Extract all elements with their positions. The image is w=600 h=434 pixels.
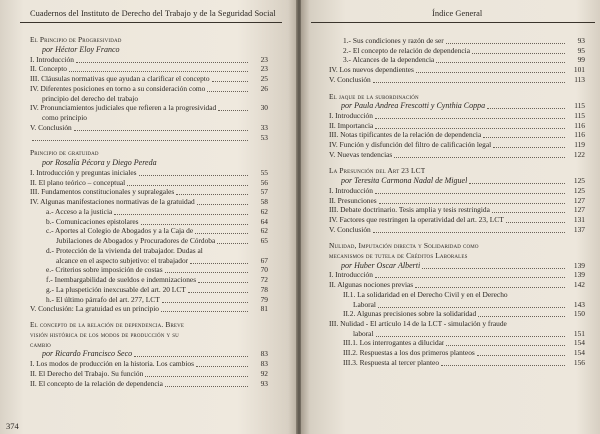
page-number: 374 (6, 421, 19, 431)
dot-leader (190, 256, 248, 264)
entry-text: IV. Función y disfunción del filtro de calificación legal (329, 140, 492, 149)
toc-line (343, 309, 585, 319)
entry-text: V. Conclusión (329, 224, 371, 234)
dot-leader (441, 358, 565, 366)
dot-leader (487, 101, 565, 109)
entry-text: V. Conclusión: La gratuidad es un principio (30, 304, 159, 314)
dot-leader (493, 140, 565, 148)
dot-leader (207, 84, 248, 92)
dot-leader (139, 168, 248, 176)
entry-text: I. Introducción (30, 54, 74, 64)
page-ref: 125 (573, 176, 585, 186)
running-header-left: Cuadernos del Instituto de Derecho del Trabajo y de la Seguridad Social (30, 9, 276, 18)
section-title: El Principio de Progresividad (30, 35, 122, 44)
page-ref: 93 (577, 36, 585, 45)
dot-leader (506, 215, 565, 223)
toc-line (30, 168, 268, 178)
running-header-right: Índice General (432, 9, 483, 18)
dot-leader (375, 270, 565, 278)
toc-line (329, 270, 585, 280)
toc-line (353, 329, 585, 339)
dot-leader (376, 329, 565, 337)
page-ref: 65 (260, 236, 268, 245)
toc-line (30, 64, 268, 74)
entry-text: e.- Criterios sobre imposición de costas (46, 265, 163, 275)
page-ref: 92 (260, 368, 268, 378)
entry-text: III.2. Respuestas a los dos primeros planteos (343, 348, 475, 357)
author-name: por Huber Oscar Alberti (341, 260, 421, 270)
entry-text: III. Nulidad - El artículo 14 de la LCT - simulación y fraude (329, 318, 507, 328)
section-title: Nulidad, Imputación directa y Solidaridad como (329, 241, 479, 251)
dot-leader (416, 65, 565, 73)
entry-text: V. Conclusión (30, 122, 72, 132)
entry-text: Jubilaciones de Abogados y Procuradores de Córdoba (56, 236, 216, 245)
right-page (301, 0, 600, 434)
dot-leader (161, 304, 248, 312)
toc-line (329, 319, 585, 329)
page-ref: 95 (577, 45, 585, 55)
dot-leader (373, 225, 565, 233)
toc-line (329, 241, 585, 251)
page-ref: 79 (260, 294, 268, 304)
toc-line (46, 246, 268, 256)
toc-line (329, 140, 585, 150)
entry-text: II. Importancia (329, 120, 374, 130)
dot-leader (134, 349, 248, 357)
toc-line (343, 55, 585, 65)
section-title: Principio de gratuidad (30, 148, 99, 158)
entry-text: IV. Diferentes posiciones en torno a su consideración como (30, 83, 206, 93)
dot-leader (165, 265, 248, 273)
toc-line (329, 75, 585, 85)
page-ref: 99 (577, 55, 585, 65)
entry-text: c.- Aportes al Colegio de Abogados y a la Caja de (46, 226, 194, 236)
page-ref: 143 (573, 299, 585, 309)
header-rule (20, 22, 282, 23)
page-ref: 150 (573, 309, 585, 319)
page-ref: 78 (260, 284, 268, 294)
page-ref: 30 (260, 103, 268, 113)
dot-leader (478, 309, 565, 317)
dot-leader (74, 123, 248, 131)
toc-line (30, 340, 268, 350)
dot-leader (379, 196, 565, 204)
toc-line (329, 280, 585, 290)
toc-line (343, 338, 585, 348)
entry-text: d.- Protección de la vivienda del trabajador. Dudas al (46, 245, 203, 255)
header-rule (311, 22, 595, 23)
dot-leader (32, 133, 248, 141)
toc-line (30, 187, 268, 197)
dot-leader (375, 186, 565, 194)
toc-line (30, 359, 268, 369)
toc-line (343, 348, 585, 358)
toc-line (46, 217, 268, 227)
toc-line (56, 256, 268, 266)
page-ref: 142 (573, 280, 585, 290)
author-name: por Ricardo Francisco Seco (42, 349, 133, 359)
toc-line (343, 358, 585, 368)
toc-line (42, 349, 268, 359)
dot-leader (145, 369, 248, 377)
page-ref: 139 (573, 260, 585, 270)
toc-line (30, 304, 268, 314)
dot-leader (469, 176, 565, 184)
author-name: por Rosalía Pécora y Diego Pereda (42, 158, 157, 167)
entry-text: I. Introducción (329, 110, 373, 120)
toc-line (353, 300, 585, 310)
toc-line (46, 207, 268, 217)
dot-leader (198, 275, 248, 283)
entry-text: I. Introducción y preguntas iniciales (30, 167, 137, 177)
entry-text: IV. Los nuevos dependientes (329, 65, 414, 75)
page-ref: 137 (573, 224, 585, 234)
toc-line (329, 92, 585, 102)
dot-leader (127, 178, 248, 186)
dot-leader (218, 103, 248, 111)
dot-leader (176, 187, 248, 195)
page-ref: 127 (573, 195, 585, 205)
entry-text: IV. Algunas manifestaciones normativas de la gratuidad (30, 197, 195, 206)
entry-text: 1.- Sus condiciones y razón de ser (343, 36, 444, 45)
page-ref: 116 (574, 130, 585, 140)
page-ref: 119 (574, 140, 585, 149)
toc-line (30, 133, 268, 143)
toc-line (46, 226, 268, 236)
toc-line (42, 158, 268, 168)
toc-line (329, 121, 585, 131)
dot-leader (76, 55, 248, 63)
entry-text: II. El Derecho del Trabajo. Su función (30, 368, 144, 378)
entry-text: V. Conclusión (329, 74, 371, 84)
toc-line (329, 186, 585, 196)
entry-text: I. Los modos de producción en la historia. Los cambios (30, 359, 194, 368)
dot-leader (162, 295, 248, 303)
toc-line (46, 285, 268, 295)
toc-line (30, 330, 268, 340)
section-title: cambio (30, 339, 51, 349)
entry-text: a.- Acceso a la justicia (46, 206, 113, 216)
toc-line (329, 65, 585, 75)
page-ref: 116 (574, 120, 585, 130)
toc-line (30, 178, 268, 188)
entry-text: h.- El último párrafo del art. 277, LCT (46, 294, 160, 304)
entry-text: III. Notas tipificantes de la relación de dependencia (329, 130, 482, 140)
toc-line (343, 36, 585, 46)
toc-line (30, 35, 268, 45)
dot-leader (217, 236, 248, 244)
dot-leader (114, 207, 248, 215)
toc-line (341, 101, 585, 111)
page-ref: 81 (260, 304, 268, 314)
dot-leader (436, 55, 565, 63)
toc-line (30, 103, 268, 113)
toc-line (42, 113, 268, 123)
toc-line (329, 166, 585, 176)
dot-leader (446, 338, 565, 346)
dot-leader (196, 359, 248, 367)
toc-line (56, 236, 268, 246)
page-ref: 93 (260, 378, 268, 388)
entry-text: III. Cláusulas normativas que ayudan a clarificar el concepto (30, 74, 210, 83)
toc-line (343, 290, 585, 300)
entry-text: 3.- Alcances de la dependencia (343, 55, 435, 65)
page-ref: 125 (573, 185, 585, 195)
entry-text: II. El plano teórico – conceptual (30, 177, 126, 187)
section-title: visión histórica de los modos de producción y su (30, 329, 179, 339)
entry-text: II.2. Algunas precisiones sobre la solidaridad (343, 309, 477, 319)
dot-leader (141, 217, 248, 225)
left-page (0, 0, 297, 434)
entry-text: III. Fundamentos constitucionales y supralegales (30, 187, 175, 197)
page-ref: 139 (573, 270, 585, 280)
dot-leader (212, 74, 248, 82)
author-name: por Teresita Carmona Nadal de Miguel (341, 176, 468, 186)
dot-leader (446, 36, 565, 44)
page-ref: 56 (260, 177, 268, 187)
entry-text: III.1. Los interrogantes a dilucidar (343, 338, 445, 348)
section-title: mecanismos de tutela de Créditos Laborales (329, 251, 468, 260)
dot-leader (394, 150, 565, 158)
author-name: por Héctor Eloy Franco (42, 44, 120, 54)
page-ref: 115 (574, 110, 585, 120)
dot-leader (165, 379, 248, 387)
page-ref: 83 (260, 349, 268, 359)
page-ref: 25 (260, 74, 268, 83)
entry-text: g.- La pluspetición inexcusable del art. 20 LCT (46, 284, 186, 294)
entry-text: I. Introducción (329, 270, 373, 280)
page-ref: 115 (574, 101, 585, 111)
page-ref: 53 (260, 132, 268, 142)
toc-line (30, 197, 268, 207)
entry-text: alcance en el aspecto subjetivo: el trabajador (56, 255, 189, 265)
entry-text: laboral (353, 328, 374, 338)
toc-line (42, 45, 268, 55)
page-ref: 57 (260, 187, 268, 197)
author-name: por Paula Andrea Frescotti y Cynthia Coppa (341, 101, 486, 111)
page-ref: 156 (573, 357, 585, 367)
entry-text: 2.- El concepto de relación de dependencia (343, 45, 471, 55)
toc-line (329, 196, 585, 206)
toc-line (46, 275, 268, 285)
toc-line (329, 215, 585, 225)
entry-text: f.- Inembargabilidad de sueldos e indemnizaciones (46, 275, 197, 284)
page-ref: 62 (260, 206, 268, 216)
toc-line (30, 74, 268, 84)
page-ref: 70 (260, 265, 268, 275)
dot-leader (477, 348, 565, 356)
toc-line (30, 84, 268, 94)
toc-line (329, 130, 585, 140)
toc-line (329, 225, 585, 235)
entry-text: III. Debate doctrinario. Tesis amplia y tesis restringida (329, 205, 490, 215)
page-ref: 127 (573, 205, 585, 215)
entry-text: principio del derecho del trabajo (42, 93, 139, 103)
section-title: La Presunción del Art 23 LCT (329, 166, 426, 176)
page-ref: 154 (573, 348, 585, 357)
page-ref: 101 (573, 65, 585, 75)
entry-text: b.- Comunicaciones epistolares (46, 216, 139, 226)
toc-line (30, 379, 268, 389)
entry-text: como principio (42, 113, 87, 122)
entry-text: II. Presunciones (329, 195, 377, 205)
dot-leader (378, 300, 565, 308)
toc-line (30, 148, 268, 158)
toc-line (46, 265, 268, 275)
entry-text: IV. Factores que restringen la operatividad del art. 23, LCT (329, 214, 504, 224)
dot-leader (195, 226, 248, 234)
dot-leader (197, 197, 248, 205)
toc-line (329, 111, 585, 121)
entry-text: IV. Pronunciamientos judiciales que refieren a la progresividad (30, 103, 217, 113)
page-ref: 83 (260, 359, 268, 368)
entry-text: II.1. La solidaridad en el Derecho Civil y en el Derecho (343, 289, 508, 299)
dot-leader (69, 64, 248, 72)
toc-line (30, 123, 268, 133)
entry-text: II. Algunas nociones previas (329, 280, 414, 290)
page-ref: 113 (574, 74, 585, 84)
toc-line (30, 369, 268, 379)
dot-leader (375, 111, 565, 119)
dot-leader (492, 205, 565, 213)
section-title: El concepto de la relación de dependencia. Breve (30, 320, 185, 329)
dot-leader (188, 285, 248, 293)
page-ref: 33 (260, 122, 268, 132)
dot-leader (472, 46, 565, 54)
entry-text: II. El concepto de la relación de dependencia (30, 378, 163, 388)
page-ref: 154 (573, 338, 585, 348)
dot-leader (483, 130, 565, 138)
page-ref: 26 (260, 83, 268, 93)
toc-line (329, 205, 585, 215)
page-ref: 151 (573, 328, 585, 338)
page-ref: 58 (260, 197, 268, 206)
page-ref: 55 (260, 167, 268, 177)
toc-line (341, 261, 585, 271)
page-ref: 72 (260, 275, 268, 284)
page-ref: 64 (260, 216, 268, 226)
toc-line (30, 320, 268, 330)
toc-line (329, 150, 585, 160)
entry-text: III.3. Respuesta al tercer planteo (343, 357, 440, 367)
page-ref: 23 (260, 54, 268, 64)
dot-leader (422, 261, 565, 269)
entry-text: II. Concepto (30, 64, 67, 74)
toc-line (42, 94, 268, 104)
toc-line (341, 176, 585, 186)
toc-line (46, 295, 268, 305)
entry-text: V. Nuevas tendencias (329, 149, 393, 159)
page-ref: 62 (260, 226, 268, 236)
page-ref: 122 (573, 149, 585, 159)
toc-line (343, 46, 585, 56)
toc-line (30, 55, 268, 65)
dot-leader (375, 121, 565, 129)
dot-leader (415, 280, 565, 288)
dot-leader (373, 75, 565, 83)
entry-text: Laboral (353, 299, 376, 309)
page-ref: 131 (573, 214, 585, 224)
entry-text: I. Introducción (329, 185, 373, 195)
page-ref: 23 (260, 64, 268, 74)
page-ref: 67 (260, 255, 268, 265)
section-title: El jaque de la subordinación (329, 91, 419, 101)
toc-line (329, 251, 585, 261)
